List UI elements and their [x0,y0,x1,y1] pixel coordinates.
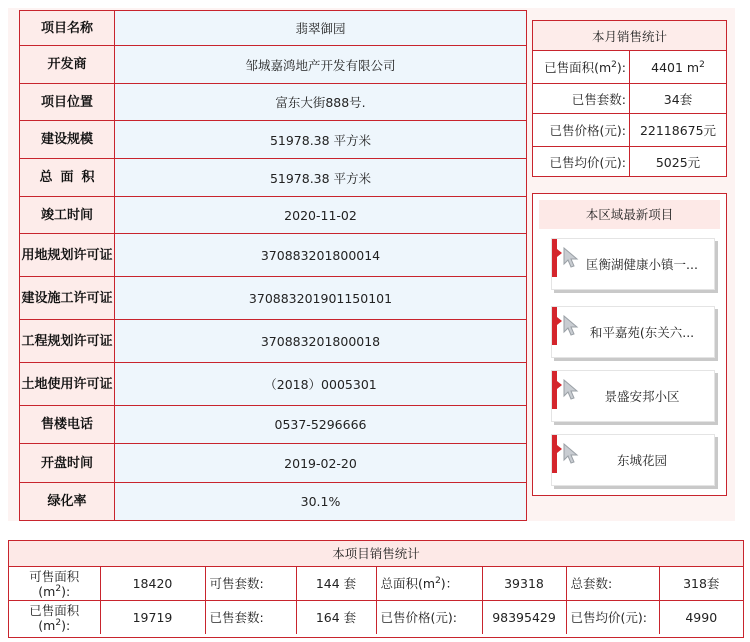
info-label: 项目位置 [20,84,115,121]
info-value: 51978.38 平方米 [115,121,527,159]
info-row-land-planning-permit [20,234,527,277]
info-row-greening-rate [20,483,527,521]
info-value: 51978.38 平方米 [115,159,527,197]
total-area-label: 总面积$(m^2)$： [376,567,482,601]
regional-project-name: 和平嘉苑(东关六... [589,325,695,340]
sold-units-label: 已售套数: [205,601,296,635]
red-flag-icon [552,239,557,277]
sold-units-value: 164 套 [296,601,376,635]
info-value: （2018）0005301 [115,363,527,406]
info-label: 工程规划许可证 [20,320,115,363]
info-row-opening-date [20,444,527,483]
sold-price-value: 22118675元 [630,114,727,147]
regional-project-name: 景盛安邦小区 [604,389,680,404]
regional-project-name: 东城花园 [616,453,667,468]
info-label: 土地使用许可证 [20,363,115,406]
sold-area-label: 已售面积$(m^2)$: [533,51,630,84]
regional-projects-title: 本区域最新项目 [539,200,720,229]
sold-price-label: 已售价格(元): [533,114,630,147]
monthly-sales-table [532,20,727,177]
available-units-label: 可售套数: [205,567,296,601]
regional-project-name: 匡衡湖健康小镇一... [586,257,698,272]
info-label: 建设施工许可证 [20,277,115,320]
available-row [9,567,743,601]
info-row-scale [20,121,527,159]
info-label: 用地规划许可证 [20,234,115,277]
info-label: 开盘时间 [20,444,115,483]
sold-units-value: 34套 [630,84,727,114]
info-label: 绿化率 [20,483,115,521]
regional-projects-panel [532,193,727,496]
info-label: 项目名称 [20,11,115,46]
regional-project-item[interactable] [551,370,715,422]
info-label: 竣工时间 [20,197,115,234]
sold-avg-price-value: 4990 [659,601,743,635]
regional-project-item[interactable] [551,238,715,290]
info-value: 370883201800018 [115,320,527,363]
info-label: 总面积 [20,159,115,197]
regional-project-item[interactable] [551,434,715,486]
total-units-label: 总套数: [566,567,659,601]
red-flag-icon [552,371,557,409]
info-label: 售楼电话 [20,406,115,444]
info-value: 邹城嘉鸿地产开发有限公司 [115,46,527,84]
info-row-completion [20,197,527,234]
available-area-label: 可售面积 $(m^2)$: [9,567,100,601]
info-value: 30.1% [115,483,527,521]
info-row-developer [20,46,527,84]
info-row-engineering-permit [20,320,527,363]
info-label: 开发商 [20,46,115,84]
project-sales-title: 本项目销售统计 [9,541,743,567]
info-value: 翡翠御园 [115,11,527,46]
sold-area-value: 19719 [100,601,205,635]
red-flag-icon [552,307,557,345]
red-flag-icon [552,435,557,473]
info-label: 建设规模 [20,121,115,159]
sold-area-label: 已售面积 $(m^2)$: [9,601,100,635]
sold-price-value: 98395429 [482,601,566,635]
monthly-sales-title: 本月销售统计 [533,21,727,51]
available-units-value: 144 套 [296,567,376,601]
info-row-construction-permit [20,277,527,320]
sold-area-value: 4401 $m^2$ [630,51,727,84]
sold-units-label: 已售套数: [533,84,630,114]
regional-project-item[interactable] [551,306,715,358]
info-value: 0537-5296666 [115,406,527,444]
avg-price-label: 已售均价(元): [533,147,630,177]
info-value: 富东大街888号. [115,84,527,121]
project-info-table [19,10,527,521]
sold-price-label: 已售价格(元): [376,601,482,635]
info-value: 2020-11-02 [115,197,527,234]
project-sales-table [9,567,743,634]
sold-avg-price-label: 已售均价(元): [566,601,659,635]
info-row-land-use-permit [20,363,527,406]
info-row-name [20,11,527,46]
sold-row [9,601,743,635]
available-area-value: 18420 [100,567,205,601]
info-row-total-area [20,159,527,197]
info-value: 370883201800014 [115,234,527,277]
project-sales-panel [8,540,744,638]
info-row-sales-phone [20,406,527,444]
avg-price-value: 5025元 [630,147,727,177]
total-units-value: 318套 [659,567,743,601]
info-value: 370883201901150101 [115,277,527,320]
info-value: 2019-02-20 [115,444,527,483]
info-row-location [20,84,527,121]
total-area-value: 39318 [482,567,566,601]
